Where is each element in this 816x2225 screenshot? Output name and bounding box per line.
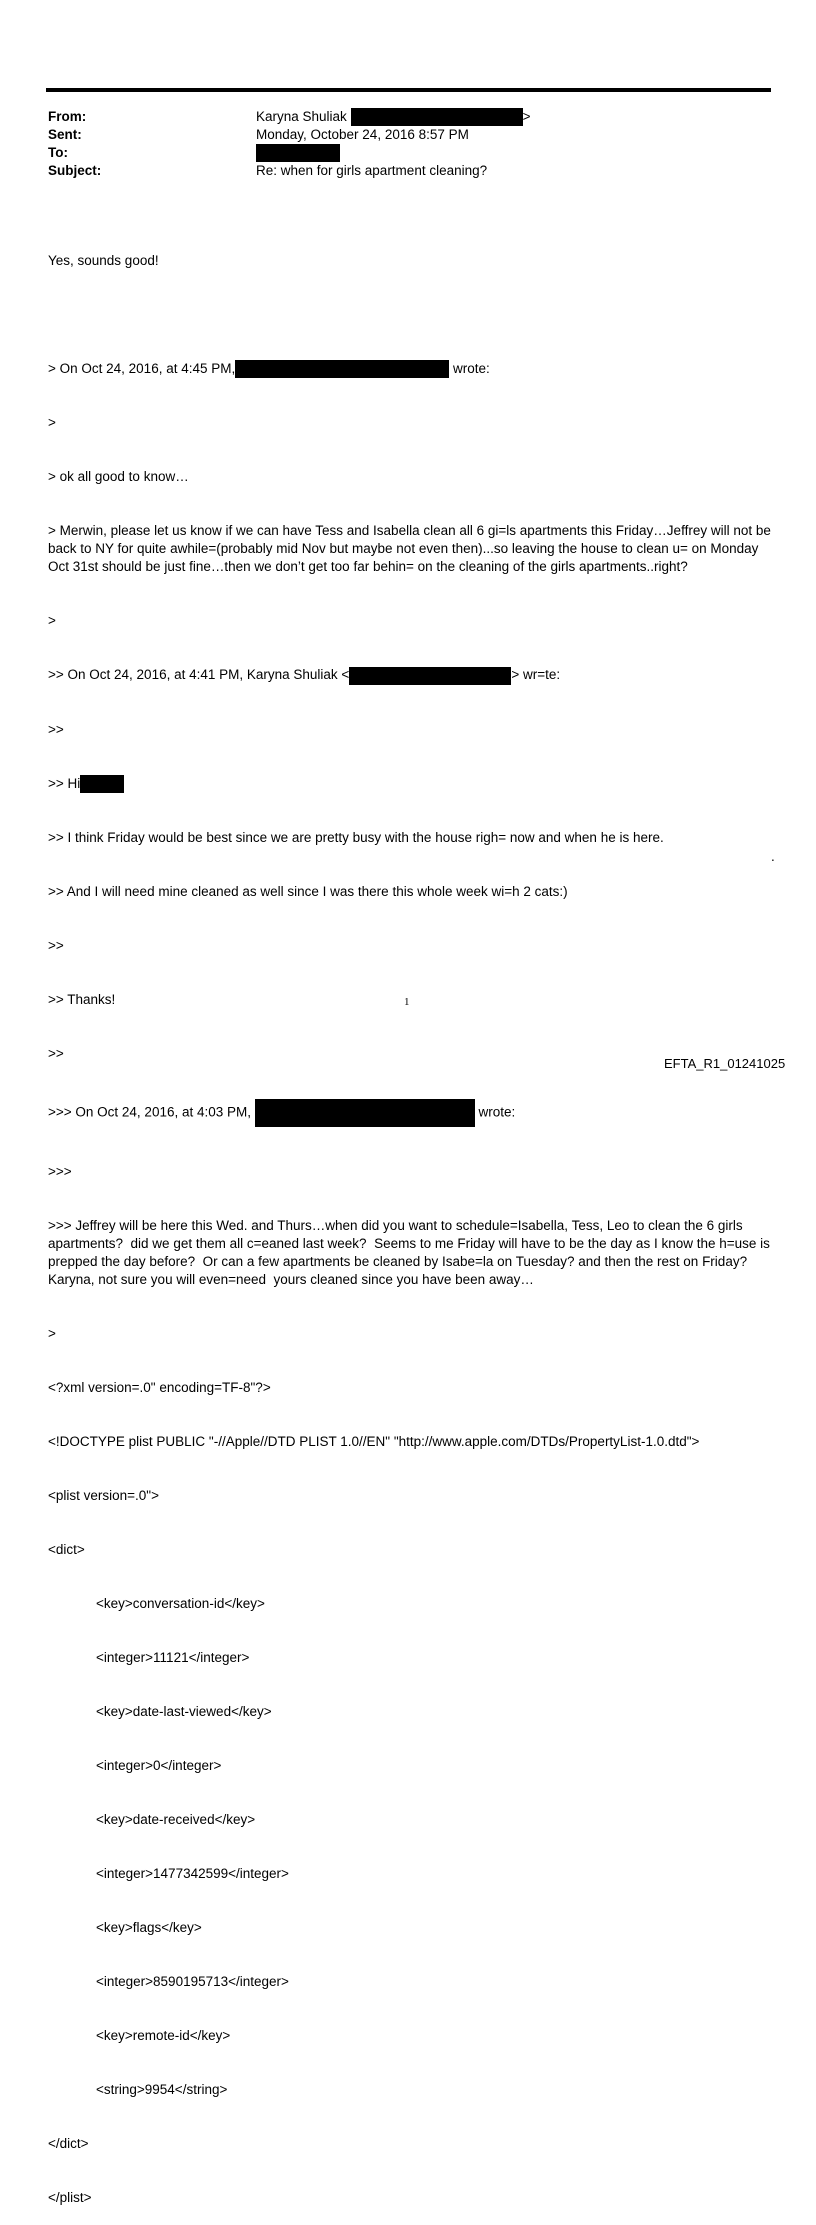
- body-line: >>: [48, 721, 64, 737]
- greeting: >> Hi: [48, 775, 81, 791]
- body-line: >>: [48, 1046, 64, 1062]
- xml-line: <plist version=.0">: [48, 1488, 159, 1504]
- from-value: [256, 108, 530, 126]
- xml-line: <key>flags</key>: [96, 1920, 202, 1936]
- body-line: [48, 775, 778, 793]
- sent-value: Monday, October 24, 2016 8:57 PM: [256, 127, 469, 142]
- to-value: [256, 144, 340, 162]
- body-line: >: [48, 1326, 56, 1342]
- xml-line: </dict>: [48, 2136, 89, 2152]
- subject-value: Re: when for girls apartment cleaning?: [256, 163, 488, 178]
- body-line: >: [48, 415, 56, 431]
- body-line: >>>: [48, 1164, 72, 1180]
- sent-label: Sent:: [48, 127, 82, 142]
- from-label: From:: [48, 109, 87, 124]
- email-body: [48, 216, 778, 2225]
- xml-line: <dict>: [48, 1542, 85, 1558]
- quote-header: >>> On Oct 24, 2016, at 4:03 PM,: [48, 1104, 252, 1120]
- redaction-block: [255, 1099, 475, 1127]
- xml-line: <integer>0</integer>: [96, 1758, 222, 1774]
- body-line: >>: [48, 938, 64, 954]
- quote-header: > On Oct 24, 2016, at 4:45 PM,: [48, 361, 236, 376]
- quote-wrote: wrote:: [453, 361, 490, 376]
- body-line: >> And I will need mine cleaned as well since I was there this whole week wi=h 2 cats:): [48, 884, 568, 900]
- xml-line: <!DOCTYPE plist PUBLIC "-//Apple//DTD PLIST 1.0//EN" "http://www.apple.com/DTDs/PropertyList-1.0.dtd">: [48, 1434, 700, 1450]
- page-number: 1: [404, 996, 410, 1008]
- body-spacer: [48, 306, 778, 324]
- xml-line: <key>date-last-viewed</key>: [96, 1704, 272, 1720]
- body-line: > Merwin, please let us know if we can have Tess and Isabella clean all 6 gi=ls apartments this Friday…Jeffrey will not be back to NY for quite awhile=(probably mid Nov but maybe not even then)...so leaving the house to clean u= on Monday Oct 31st should be just fine…then we don’t get too far behin= on the cleaning of the girls apartments..right?: [48, 523, 775, 575]
- to-label: To:: [48, 145, 68, 160]
- quote-header: >> On Oct 24, 2016, at 4:41 PM, Karyna Shuliak <: [48, 667, 350, 683]
- from-tail: >: [522, 109, 531, 124]
- redaction-block: [349, 667, 511, 685]
- xml-line: <key>conversation-id</key>: [96, 1596, 265, 1612]
- body-line: >> I think Friday would be best since we are pretty busy with the house righ= now and when he is here.: [48, 830, 664, 846]
- body-line: [48, 666, 778, 684]
- body-line: >> Thanks!: [48, 992, 116, 1008]
- xml-line: <key>date-received</key>: [96, 1812, 256, 1828]
- body-line: >: [48, 613, 56, 629]
- xml-line: <string>9954</string>: [96, 2082, 228, 2098]
- redaction-block: [351, 108, 523, 126]
- quote-wrote: > wr=te:: [511, 667, 561, 683]
- header-rule: [46, 88, 771, 92]
- body-line: [48, 360, 778, 378]
- xml-line: </plist>: [48, 2190, 92, 2206]
- redaction-block: [256, 144, 340, 162]
- subject-label: Subject:: [48, 163, 102, 178]
- redaction-block: [235, 360, 449, 378]
- xml-line: <key>remote-id</key>: [96, 2028, 231, 2044]
- xml-line: <?xml version=.0" encoding=TF-8"?>: [48, 1380, 271, 1396]
- xml-line: <integer>8590195713</integer>: [96, 1974, 289, 1990]
- body-line: [48, 1099, 778, 1127]
- xml-line: <integer>1477342599</integer>: [96, 1866, 289, 1882]
- from-name: Karyna Shuliak: [256, 109, 347, 124]
- stray-dot: .: [771, 849, 775, 864]
- file-id: EFTA_R1_01241025: [664, 1056, 786, 1071]
- body-line: >>> Jeffrey will be here this Wed. and Thurs…when did you want to schedule=Isabella, Tess, Leo to clean the 6 girls apartments? did we get them all c=eaned last week? Seems to me Friday will have to be the day as I know the h=use is prepped the day before? Or can a few apartments be cleaned by Isabe=la on Tuesday? and then the rest on Friday? Karyna, not sure you will even=need yours cleaned since you have been away…: [48, 1218, 774, 1288]
- body-line: Yes, sounds good!: [48, 253, 159, 268]
- quote-wrote: wrote:: [478, 1104, 516, 1120]
- body-line: > ok all good to know…: [48, 469, 189, 485]
- xml-line: <integer>11121</integer>: [96, 1650, 250, 1666]
- redaction-block: [80, 775, 124, 793]
